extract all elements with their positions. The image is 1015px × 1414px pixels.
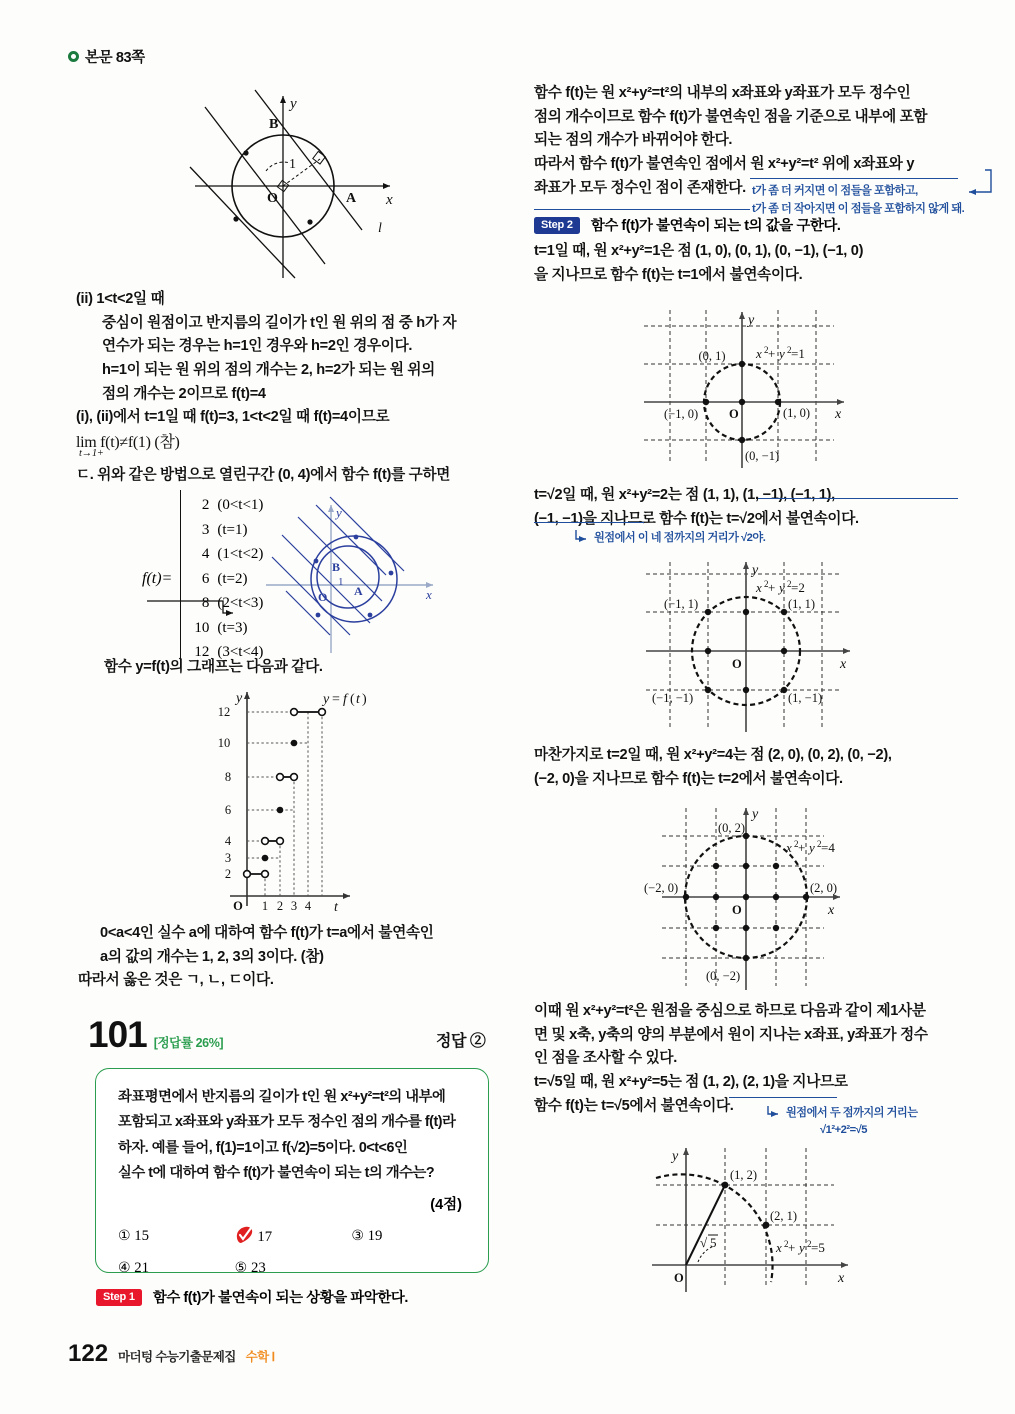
svg-text:1: 1: [261, 899, 269, 913]
figure-circle-r2-lattice: [628, 802, 938, 992]
svg-text:√: √: [700, 1235, 708, 1250]
svg-text:y: y: [336, 505, 342, 520]
svg-text:f: f: [343, 692, 347, 707]
piecewise-row: 4 (1<t<2): [201, 546, 264, 563]
annotation-1-underline: [750, 178, 958, 179]
svg-text:8: 8: [224, 770, 232, 784]
svg-text:x: x: [828, 903, 835, 918]
annotation-2-text: 원점에서 이 네 점까지의 거리가 √2야.: [594, 532, 766, 544]
svg-text:y: y: [672, 1149, 679, 1164]
graph-intro-line: 함수 y=f(t)의 그래프는 다음과 같다.: [104, 659, 323, 675]
case-ii-line-1: 중심이 원점이고 반지름의 길이가 t인 원 위의 점 중 h가 자: [102, 314, 457, 331]
svg-text:O: O: [732, 657, 742, 671]
annotation-2-underline-a: [758, 498, 958, 499]
answer-label: 정답 ②: [436, 1033, 486, 1050]
p2-line-5: 함수 f(t)는 t=√5에서 불연속이다.: [534, 1097, 734, 1114]
p2-line-4: t=√5일 때, 원 x²+y²=5는 점 (1, 2), (2, 1)을 지나므로: [534, 1073, 848, 1090]
svg-text:O: O: [729, 407, 739, 421]
svg-text:(1, −1): (1, −1): [788, 691, 823, 705]
right-t1-text: [534, 240, 863, 287]
annotation-3-underline: [729, 1097, 837, 1098]
svg-text:(0, 1): (0, 1): [698, 349, 726, 363]
svg-text:2: 2: [787, 579, 792, 589]
choice-3-text: 19: [367, 1227, 383, 1244]
svg-text:(0, 2): (0, 2): [718, 821, 746, 835]
piecewise-row: 12 (3<t<4): [194, 644, 264, 661]
svg-text:x: x: [756, 580, 762, 595]
svg-text:x: x: [386, 192, 393, 208]
svg-text:6: 6: [224, 803, 232, 817]
t2-line-2: (−1, −1)을 지나므로 함수 f(t)는 t=√2에서 불연속이다.: [534, 510, 859, 527]
step-1-text: 함수 f(t)가 불연속이 되는 상황을 파악한다.: [152, 1290, 408, 1306]
svg-text:(0, −1): (0, −1): [745, 449, 780, 463]
svg-text:y: y: [748, 313, 755, 328]
svg-text:4: 4: [304, 899, 312, 913]
annotation-1-line-1: t가 좀 더 커지면 이 점들을 포함하고,: [752, 185, 918, 197]
svg-text:x: x: [835, 407, 842, 422]
figure-step-function-graph: [195, 678, 465, 913]
svg-text:y: y: [779, 580, 785, 595]
conclusion-line-1: (i), (ii)에서 t=1일 때 f(t)=3, 1<t<2일 때 f(t)=4이므로: [76, 409, 390, 426]
choice-1[interactable]: [118, 1228, 235, 1246]
p2-line-3: 인 점을 조사할 수 있다.: [534, 1050, 677, 1067]
step-2-row: [534, 214, 840, 235]
svg-text:B: B: [332, 560, 341, 574]
limit-expression: [76, 430, 516, 460]
svg-text:10: 10: [217, 736, 231, 750]
svg-text:(1, 2): (1, 2): [730, 1168, 758, 1182]
svg-text:+: +: [768, 580, 776, 595]
right-p1-line-5: 좌표가 모두 정수인 점이 존재한다.: [534, 179, 746, 196]
annotation-1-line-2: t가 좀 더 작아지면 이 점들을 포함하지 않게 돼.: [752, 203, 965, 215]
figure-circle-sqrt2-lattice: [628, 556, 928, 734]
annotation-2-underline-b: [534, 522, 644, 523]
p2-line-2: 면 및 x축, y축의 양의 부분에서 원이 지나는 x좌표, y좌표가 정수: [534, 1026, 928, 1043]
problem-points: (4점): [430, 1196, 462, 1213]
choice-5[interactable]: [235, 1260, 352, 1277]
t1-line-1: t=1일 때, 원 x²+y²=1은 점 (1, 0), (0, 1), (0, −1), (−1, 0): [534, 243, 864, 259]
page-reference-text: 본문 83쪽: [85, 50, 145, 66]
svg-text:5: 5: [710, 1235, 717, 1250]
t2-line-1: t=√2일 때, 원 x²+y²=2는 점 (1, 1), (1, −1), (−1, 1),: [534, 487, 835, 503]
svg-text:=4: =4: [821, 840, 835, 855]
svg-text:y: y: [290, 96, 297, 112]
figure-circle-parallel-lines: [150, 82, 450, 282]
svg-text:(1, 1): (1, 1): [788, 597, 816, 611]
svg-text:y: y: [323, 692, 330, 707]
choice-4[interactable]: [118, 1260, 235, 1277]
step-1-badge: Step 1: [96, 1289, 142, 1306]
page-reference-header: [68, 46, 145, 67]
right-t2-text: [534, 484, 859, 531]
footer-book-title: 마더텅 수능기출문제집: [118, 1350, 236, 1364]
figure-unit-circle-lattice: [628, 302, 918, 470]
choice-3[interactable]: [351, 1228, 468, 1246]
svg-text:2: 2: [817, 839, 822, 849]
svg-text:x: x: [776, 1240, 782, 1255]
svg-text:3: 3: [290, 899, 298, 913]
svg-text:(−1, −1): (−1, −1): [652, 691, 694, 705]
svg-text:=2: =2: [791, 580, 805, 595]
svg-text:y: y: [779, 346, 785, 361]
annotation-1-underline-2: [534, 209, 750, 210]
annotation-3-line-2: √1²+2²=√5: [820, 1124, 867, 1136]
svg-text:2: 2: [787, 345, 792, 355]
right-p1-line-3: 되는 점의 개수가 바뀌어야 한다.: [534, 132, 733, 149]
problem-box: [95, 1068, 489, 1276]
limit-subscript: t→1+: [79, 447, 104, 459]
choice-4-text: 21: [134, 1259, 150, 1276]
svg-text:l: l: [378, 221, 382, 236]
svg-text:12: 12: [217, 705, 231, 719]
svg-text:(−2, 0): (−2, 0): [644, 881, 679, 895]
svg-text:=: =: [332, 692, 340, 707]
problem-line-2: 포함되고 x좌표와 y좌표가 모두 정수인 점의 개수를 f(t)라: [118, 1114, 456, 1131]
choice-5-text: 23: [250, 1259, 266, 1276]
after-line-2: a의 값의 개수는 1, 2, 3의 3이다. (참): [100, 948, 324, 965]
t1-line-2: 을 지나므로 함수 f(t)는 t=1에서 불연속이다.: [534, 266, 803, 283]
svg-text:O: O: [267, 191, 278, 206]
step-1-row: [96, 1286, 408, 1307]
problem-line-1: 좌표평면에서 반지름의 길이가 t인 원 x²+y²=t²의 내부에: [118, 1089, 446, 1105]
problem-line-4: 실수 t에 대하여 함수 f(t)가 불연속이 되는 t의 개수는?: [118, 1165, 435, 1182]
svg-text:t: t: [334, 900, 338, 915]
svg-text:+: +: [768, 346, 776, 361]
svg-text:B: B: [269, 117, 279, 132]
svg-text:(1, 0): (1, 0): [783, 406, 811, 420]
svg-text:): ): [362, 692, 367, 707]
svg-text:y: y: [809, 840, 815, 855]
svg-text:O: O: [674, 1271, 684, 1285]
correct-rate-badge: [정답률 26%]: [153, 1036, 224, 1050]
svg-text:A: A: [346, 191, 357, 206]
piecewise-row: 6 (t=2): [201, 570, 248, 587]
choice-1-text: 15: [134, 1227, 150, 1244]
piecewise-row: 3 (t=1): [201, 521, 248, 538]
svg-text:+: +: [788, 1240, 796, 1255]
svg-text:x: x: [786, 840, 792, 855]
right-t3-text: [534, 744, 892, 791]
after-graph-text: [78, 922, 434, 993]
svg-text:y: y: [799, 1240, 805, 1255]
bullet-icon: [68, 51, 79, 62]
svg-text:x: x: [756, 346, 762, 361]
svg-text:2: 2: [764, 579, 769, 589]
svg-text:(2, 1): (2, 1): [770, 1209, 798, 1223]
case-ii-line-3: h=1이 되는 원 위의 점의 개수는 2, h=2가 되는 원 위의: [102, 361, 435, 378]
after-line-1: 0<a<4인 실수 a에 대하여 함수 f(t)가 t=a에서 불연속인: [100, 925, 434, 941]
svg-text:1: 1: [289, 157, 296, 172]
svg-text:(: (: [350, 692, 355, 707]
svg-text:2: 2: [224, 867, 232, 881]
annotation-2: [574, 528, 765, 546]
p2-line-1: 이때 원 x²+y²=t²은 원점을 중심으로 하므로 다음과 같이 제1사분: [534, 1003, 926, 1019]
choice-1-mark: ①: [118, 1227, 131, 1244]
choice-2-text: 17: [257, 1228, 273, 1245]
choice-2[interactable]: [235, 1228, 352, 1246]
svg-text:x: x: [426, 587, 432, 602]
right-p1-line-1: 함수 f(t)는 원 x²+y²=t²의 내부의 x좌표와 y좌표가 모두 정수인: [534, 85, 911, 101]
right-p1-line-2: 점의 개수이므로 함수 f(t)가 불연속인 점을 기준으로 내부에 포함: [534, 108, 928, 125]
svg-text:(2, 0): (2, 0): [810, 881, 838, 895]
step-2-text: 함수 f(t)가 불연속이 되는 t의 값을 구한다.: [590, 218, 841, 234]
svg-text:1: 1: [338, 576, 344, 588]
after-line-3: 따라서 옳은 것은 ㄱ, ㄴ, ㄷ이다.: [78, 972, 274, 989]
svg-text:O: O: [732, 903, 742, 917]
piecewise-row: 10 (t=3): [194, 619, 248, 636]
annotation-3-line-1: 원점에서 두 점까지의 거리는: [786, 1107, 918, 1119]
piecewise-arrow-hook: [145, 595, 235, 621]
svg-text:x: x: [840, 657, 847, 672]
svg-text:t: t: [356, 692, 360, 707]
question-number: 101: [88, 1014, 147, 1055]
svg-text:A: A: [354, 584, 363, 598]
svg-text:+: +: [798, 840, 806, 855]
svg-text:y: y: [236, 691, 243, 706]
step-2-badge: Step 2: [534, 217, 580, 234]
piecewise-lhs: f(t)=: [142, 570, 173, 587]
case-ii-line-4: 점의 개수는 2이므로 f(t)=4: [102, 385, 266, 402]
svg-text:=1: =1: [791, 346, 805, 361]
svg-text:2: 2: [784, 1239, 789, 1249]
choice-row-1: [118, 1228, 468, 1246]
t3-line-1: 마찬가지로 t=2일 때, 원 x²+y²=4는 점 (2, 0), (0, 2), (0, −2),: [534, 747, 892, 763]
case-ii-header: (ii) 1<t<2일 때: [76, 291, 165, 307]
footer-page-number: 122: [68, 1340, 109, 1367]
t3-line-2: (−2, 0)을 지나므로 함수 f(t)는 t=2에서 불연속이다.: [534, 770, 843, 787]
annotation-1-connector: [955, 168, 997, 202]
svg-text:(0, −2): (0, −2): [706, 969, 741, 983]
svg-text:O: O: [233, 899, 243, 913]
limit-text: lim f(t)≠f(1) (참): [76, 433, 180, 451]
svg-text:y: y: [752, 563, 759, 578]
annotation-3: [766, 1103, 918, 1136]
choice-4-mark: ④: [118, 1259, 131, 1276]
choice-row-2: [118, 1260, 468, 1277]
case-ii-line-2: 연수가 되는 경우는 h=1인 경우와 h=2인 경우이다.: [102, 338, 413, 355]
page-footer: [68, 1340, 275, 1368]
annotation-1: [752, 182, 964, 216]
figure-quadrant1-circle-sqrt5: [638, 1142, 928, 1300]
svg-text:y: y: [752, 807, 759, 822]
piecewise-row: 2 (0<t<1): [201, 497, 264, 514]
left-column-solution: [76, 288, 516, 487]
svg-text:x: x: [838, 1271, 845, 1286]
right-p2-text: [534, 1000, 928, 1118]
svg-text:2: 2: [794, 839, 799, 849]
right-p1-line-4: 따라서 함수 f(t)가 불연속인 점에서 원 x²+y²=t² 위에 x좌표와 y: [534, 155, 915, 172]
svg-text:3: 3: [224, 851, 232, 865]
svg-text:2: 2: [764, 345, 769, 355]
problem-line-3: 하자. 예를 들어, f(1)=1이고 f(√2)=5이다. 0<t<6인: [118, 1139, 408, 1156]
choice-5-mark: ⑤: [234, 1259, 248, 1276]
svg-text:O: O: [318, 590, 328, 604]
svg-text:(−1, 0): (−1, 0): [664, 407, 699, 421]
figure-circle-parallel-lines-blue: [258, 495, 448, 655]
footer-subject: 수학 Ⅰ: [245, 1350, 275, 1364]
svg-text:4: 4: [224, 834, 232, 848]
svg-text:(−1, 1): (−1, 1): [664, 597, 699, 611]
svg-text:=5: =5: [811, 1240, 825, 1255]
svg-text:2: 2: [807, 1239, 812, 1249]
selected-answer-check-icon: [235, 1228, 252, 1243]
case-c-line: ㄷ. 위와 같은 방법으로 열린구간 (0, 4)에서 함수 f(t)를 구하면: [76, 466, 451, 483]
piecewise-rows: [183, 493, 263, 665]
piecewise-function: [100, 490, 263, 668]
svg-text:2: 2: [276, 899, 284, 913]
choice-3-mark: ③: [351, 1227, 364, 1244]
piecewise-row: 8 (2<t<3): [201, 595, 264, 612]
question-number-block: [88, 1014, 223, 1056]
